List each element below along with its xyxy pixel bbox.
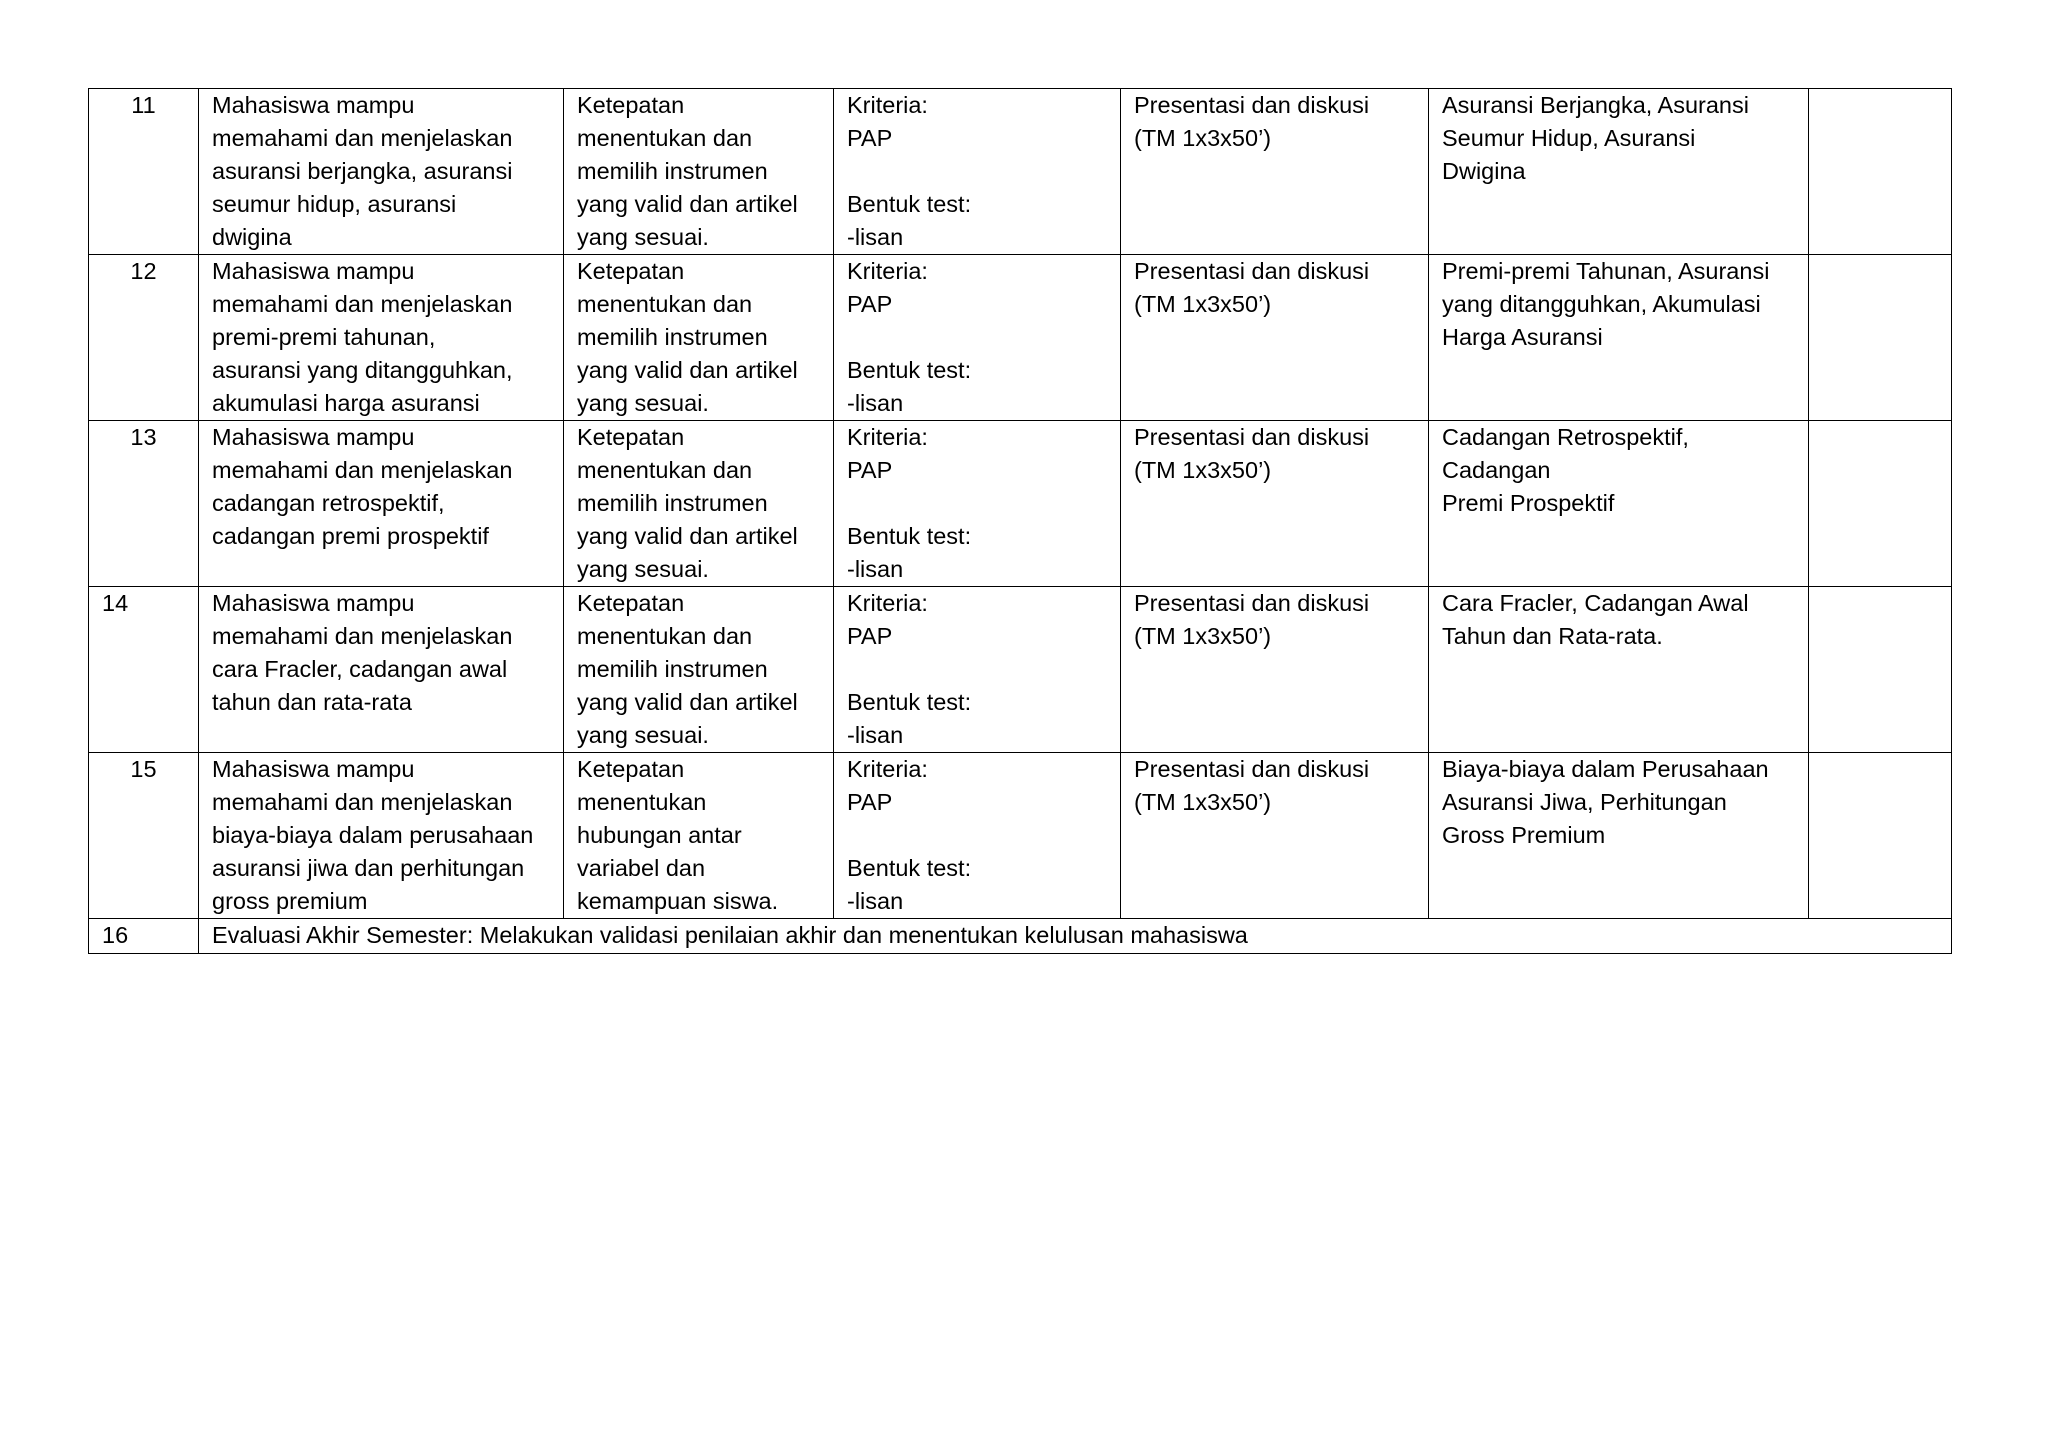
learning-outcome-line: Mahasiswa mampu [212, 258, 415, 284]
assessment-criteria-line: Bentuk test: [847, 689, 972, 715]
learning-outcome-line: memahami dan menjelaskan [212, 623, 513, 649]
assessment-criteria-line: Bentuk test: [847, 523, 972, 549]
indicator-line: memilih instrumen [577, 656, 768, 682]
table-row [89, 587, 1952, 753]
indicator-line: Ketepatan [577, 756, 685, 782]
material-cell [1429, 255, 1809, 421]
learning-method-cell [1121, 753, 1429, 919]
assessment-criteria-cell [834, 753, 1121, 919]
assessment-criteria-line: Kriteria: [847, 424, 928, 450]
learning-outcome-line: akumulasi harga asuransi [212, 390, 480, 416]
learning-outcome-line: memahami dan menjelaskan [212, 125, 513, 151]
table-row [89, 753, 1952, 919]
material-line: Tahun dan Rata-rata. [1442, 623, 1663, 649]
assessment-criteria-line: PAP [847, 291, 893, 317]
assessment-criteria-line: PAP [847, 789, 893, 815]
learning-method-cell [1121, 421, 1429, 587]
material-line: Biaya-biaya dalam Perusahaan [1442, 756, 1769, 782]
assessment-criteria-cell [834, 255, 1121, 421]
material-line: Dwigina [1442, 158, 1526, 184]
final-exam-description: Evaluasi Akhir Semester: Melakukan validasi penilaian akhir dan menentukan kelulusan mahasiswa [199, 919, 1952, 954]
week-number-cell: 16 [89, 919, 199, 954]
indicator-line: menentukan [577, 789, 707, 815]
material-line: Gross Premium [1442, 822, 1606, 848]
material-line: Premi-premi Tahunan, Asuransi [1442, 258, 1770, 284]
learning-outcome-line: memahami dan menjelaskan [212, 789, 513, 815]
material-cell [1429, 421, 1809, 587]
week-number-cell: 11 [89, 89, 199, 255]
learning-outcome-cell [199, 421, 564, 587]
assessment-criteria-line [847, 487, 1107, 520]
indicator-line: yang valid dan artikel [577, 523, 798, 549]
indicator-cell [564, 89, 834, 255]
material-line: Asuransi Berjangka, Asuransi [1442, 92, 1749, 118]
assessment-criteria-line: Bentuk test: [847, 855, 972, 881]
week-number-cell: 14 [89, 587, 199, 753]
learning-outcome-line: cadangan premi prospektif [212, 523, 489, 549]
indicator-cell [564, 255, 834, 421]
learning-outcome-line: cadangan retrospektif, [212, 490, 445, 516]
week-number-cell: 15 [89, 753, 199, 919]
assessment-criteria-cell [834, 587, 1121, 753]
learning-method-line: (TM 1x3x50’) [1134, 291, 1272, 317]
material-line: Seumur Hidup, Asuransi [1442, 125, 1696, 151]
assessment-criteria-line: Kriteria: [847, 258, 928, 284]
indicator-line: Ketepatan [577, 424, 685, 450]
table-row [89, 89, 1952, 255]
weight-cell [1809, 89, 1952, 255]
course-plan-table [88, 88, 1952, 954]
assessment-criteria-cell [834, 89, 1121, 255]
learning-method-line: Presentasi dan diskusi [1134, 92, 1370, 118]
learning-outcome-line: biaya-biaya dalam perusahaan [212, 822, 534, 848]
final-exam-row [89, 919, 1952, 954]
material-cell [1429, 89, 1809, 255]
learning-outcome-line: Mahasiswa mampu [212, 590, 415, 616]
learning-outcome-line: Mahasiswa mampu [212, 756, 415, 782]
learning-method-line: Presentasi dan diskusi [1134, 258, 1370, 284]
learning-outcome-line: cara Fracler, cadangan awal [212, 656, 508, 682]
assessment-criteria-line: -lisan [847, 722, 904, 748]
indicator-cell [564, 753, 834, 919]
weight-cell [1809, 753, 1952, 919]
assessment-criteria-line: -lisan [847, 556, 904, 582]
learning-outcome-line: dwigina [212, 224, 292, 250]
learning-outcome-line: gross premium [212, 888, 368, 914]
indicator-line: yang sesuai. [577, 390, 709, 416]
assessment-criteria-line [847, 819, 1107, 852]
table-body [89, 89, 1952, 954]
learning-outcome-line: Mahasiswa mampu [212, 92, 415, 118]
indicator-line: memilih instrumen [577, 490, 768, 516]
indicator-cell [564, 421, 834, 587]
table-row [89, 255, 1952, 421]
indicator-line: yang valid dan artikel [577, 357, 798, 383]
learning-outcome-line: premi-premi tahunan, [212, 324, 436, 350]
indicator-line: yang sesuai. [577, 224, 709, 250]
indicator-line: memilih instrumen [577, 324, 768, 350]
assessment-criteria-line: PAP [847, 623, 893, 649]
indicator-line: yang sesuai. [577, 722, 709, 748]
learning-outcome-line: asuransi yang ditangguhkan, [212, 357, 513, 383]
learning-method-line: (TM 1x3x50’) [1134, 457, 1272, 483]
assessment-criteria-line: Bentuk test: [847, 191, 972, 217]
material-line: Cara Fracler, Cadangan Awal [1442, 590, 1749, 616]
learning-method-cell [1121, 587, 1429, 753]
assessment-criteria-line [847, 653, 1107, 686]
indicator-line: Ketepatan [577, 590, 685, 616]
weight-cell [1809, 255, 1952, 421]
learning-method-line: (TM 1x3x50’) [1134, 125, 1272, 151]
indicator-line: menentukan dan [577, 457, 753, 483]
weight-cell [1809, 587, 1952, 753]
assessment-criteria-line: -lisan [847, 224, 904, 250]
indicator-line: variabel dan [577, 855, 706, 881]
material-cell [1429, 753, 1809, 919]
indicator-line: menentukan dan [577, 125, 753, 151]
indicator-cell [564, 587, 834, 753]
learning-outcome-line: asuransi berjangka, asuransi [212, 158, 513, 184]
assessment-criteria-line: -lisan [847, 390, 904, 416]
learning-outcome-line: memahami dan menjelaskan [212, 291, 513, 317]
assessment-criteria-line: Kriteria: [847, 756, 928, 782]
indicator-line: yang valid dan artikel [577, 191, 798, 217]
learning-outcome-cell [199, 255, 564, 421]
learning-outcome-line: seumur hidup, asuransi [212, 191, 457, 217]
assessment-criteria-line: PAP [847, 125, 893, 151]
assessment-criteria-line: PAP [847, 457, 893, 483]
assessment-criteria-line: Bentuk test: [847, 357, 972, 383]
material-line: Premi Prospektif [1442, 490, 1615, 516]
indicator-line: kemampuan siswa. [577, 888, 779, 914]
learning-outcome-cell [199, 587, 564, 753]
learning-method-cell [1121, 255, 1429, 421]
material-line: Cadangan Retrospektif, [1442, 424, 1689, 450]
learning-outcome-line: asuransi jiwa dan perhitungan [212, 855, 525, 881]
learning-outcome-cell [199, 89, 564, 255]
indicator-line: menentukan dan [577, 291, 753, 317]
assessment-criteria-line: Kriteria: [847, 92, 928, 118]
week-number-cell: 13 [89, 421, 199, 587]
material-line: Cadangan [1442, 457, 1551, 483]
learning-method-line: Presentasi dan diskusi [1134, 756, 1370, 782]
learning-method-line: Presentasi dan diskusi [1134, 424, 1370, 450]
material-cell [1429, 587, 1809, 753]
learning-outcome-line: Mahasiswa mampu [212, 424, 415, 450]
weight-cell [1809, 421, 1952, 587]
material-line: yang ditangguhkan, Akumulasi [1442, 291, 1761, 317]
learning-method-line: Presentasi dan diskusi [1134, 590, 1370, 616]
learning-method-line: (TM 1x3x50’) [1134, 789, 1272, 815]
assessment-criteria-line [847, 155, 1107, 188]
assessment-criteria-line: -lisan [847, 888, 904, 914]
assessment-criteria-cell [834, 421, 1121, 587]
indicator-line: menentukan dan [577, 623, 753, 649]
learning-method-cell [1121, 89, 1429, 255]
material-line: Asuransi Jiwa, Perhitungan [1442, 789, 1727, 815]
assessment-criteria-line [847, 321, 1107, 354]
learning-outcome-cell [199, 753, 564, 919]
assessment-criteria-line: Kriteria: [847, 590, 928, 616]
indicator-line: memilih instrumen [577, 158, 768, 184]
indicator-line: hubungan antar [577, 822, 742, 848]
indicator-line: Ketepatan [577, 258, 685, 284]
material-line: Harga Asuransi [1442, 324, 1603, 350]
learning-outcome-line: memahami dan menjelaskan [212, 457, 513, 483]
indicator-line: yang valid dan artikel [577, 689, 798, 715]
learning-method-line: (TM 1x3x50’) [1134, 623, 1272, 649]
indicator-line: Ketepatan [577, 92, 685, 118]
table-row [89, 421, 1952, 587]
indicator-line: yang sesuai. [577, 556, 709, 582]
learning-outcome-line: tahun dan rata-rata [212, 689, 412, 715]
week-number-cell: 12 [89, 255, 199, 421]
